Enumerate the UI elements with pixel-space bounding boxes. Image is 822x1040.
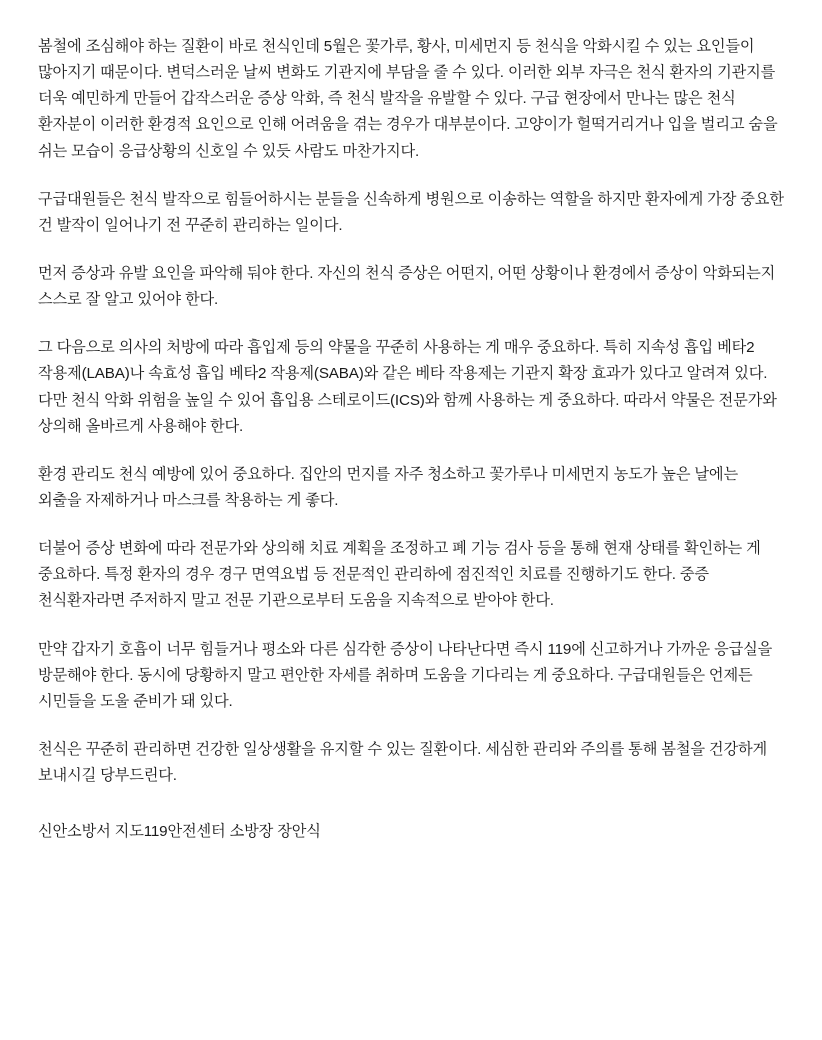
paragraph: 더불어 증상 변화에 따라 전문가와 상의해 치료 계획을 조정하고 폐 기능 검사 등을 통해 현재 상태를 확인하는 게 중요하다. 특정 환자의 경우 경구 면역요법 등 전문적인 관리하에 점진적인 치료를 진행하기도 한다. 중증 천식환자라면 주저하지 말고 전문 기관으로부터 도움을 지속적으로 받아야 한다. <box>38 540 761 610</box>
paragraph: 구급대원들은 천식 발작으로 힘들어하시는 분들을 신속하게 병원으로 이송하는 역할을 하지만 환자에게 가장 중요한 건 발작이 일어나기 전 꾸준히 관리하는 일이다. <box>38 190 784 234</box>
paragraph: 천식은 꾸준히 관리하면 건강한 일상생활을 유지할 수 있는 질환이다. 세심한 관리와 주의를 통해 봄철을 건강하게 보내시길 당부드린다. <box>38 740 768 785</box>
paragraph: 봄철에 조심해야 하는 질환이 바로 천식인데 5월은 꽃가루, 황사, 미세먼지 등 천식을 악화시킬 수 있는 요인들이 많아지기 때문이다. 변덕스러운 날씨 변화도 기관지에 부담을 줄 수 있다. 이러한 외부 자극은 천식 환자의 기관지를 더욱 예민하게 만들어 갑작스러운 증상 악화, 즉 천식 발작을 유발할 수 있다. 구급 현장에서 만나는 많은 천식 환자분이 이러한 환경적 요인으로 인해 어려움을 겪는 경우가 대부분이다. 고양이가 헐떡거리거나 입을 벌리고 숨을 쉬는 모습이 응급상황의 신호일 수 있듯 사람도 마찬가지다. <box>38 38 778 160</box>
paragraph: 환경 관리도 천식 예방에 있어 중요하다. 집안의 먼지를 자주 청소하고 꽃가루나 미세먼지 농도가 높은 날에는 외출을 자제하거나 마스크를 착용하는 게 좋다. <box>38 465 738 509</box>
paragraph: 만약 갑자기 호흡이 너무 힘들거나 평소와 다른 심각한 증상이 나타난다면 즉시 119에 신고하거나 가까운 응급실을 방문해야 한다. 동시에 당황하지 말고 편안한 자세를 취하며 도움을 기다리는 게 중요하다. 구급대원들은 언제든 시민들을 도울 준비가 돼 있다. <box>38 640 773 710</box>
article-body <box>38 34 784 845</box>
paragraph: 먼저 증상과 유발 요인을 파악해 둬야 한다. 자신의 천식 증상은 어떤지, 어떤 상황이나 환경에서 증상이 악화되는지 스스로 잘 알고 있어야 한다. <box>38 264 776 309</box>
paragraph: 그 다음으로 의사의 처방에 따라 흡입제 등의 약물을 꾸준히 사용하는 게 매우 중요하다. 특히 지속성 흡입 베타2 작용제(LABA)나 속효성 흡입 베타2 작용제(SABA)와 같은 베타 작용제는 기관지 확장 효과가 있다고 알려져 있다. 다만 천식 악화 위험을 높일 수 있어 흡입용 스테로이드(ICS)와 함께 사용하는 게 중요하다. 따라서 약물은 전문가와 상의해 올바르게 사용해야 한다. <box>38 339 777 435</box>
author-signature: 신안소방서 지도119안전센터 소방장 장안식 <box>38 823 321 841</box>
